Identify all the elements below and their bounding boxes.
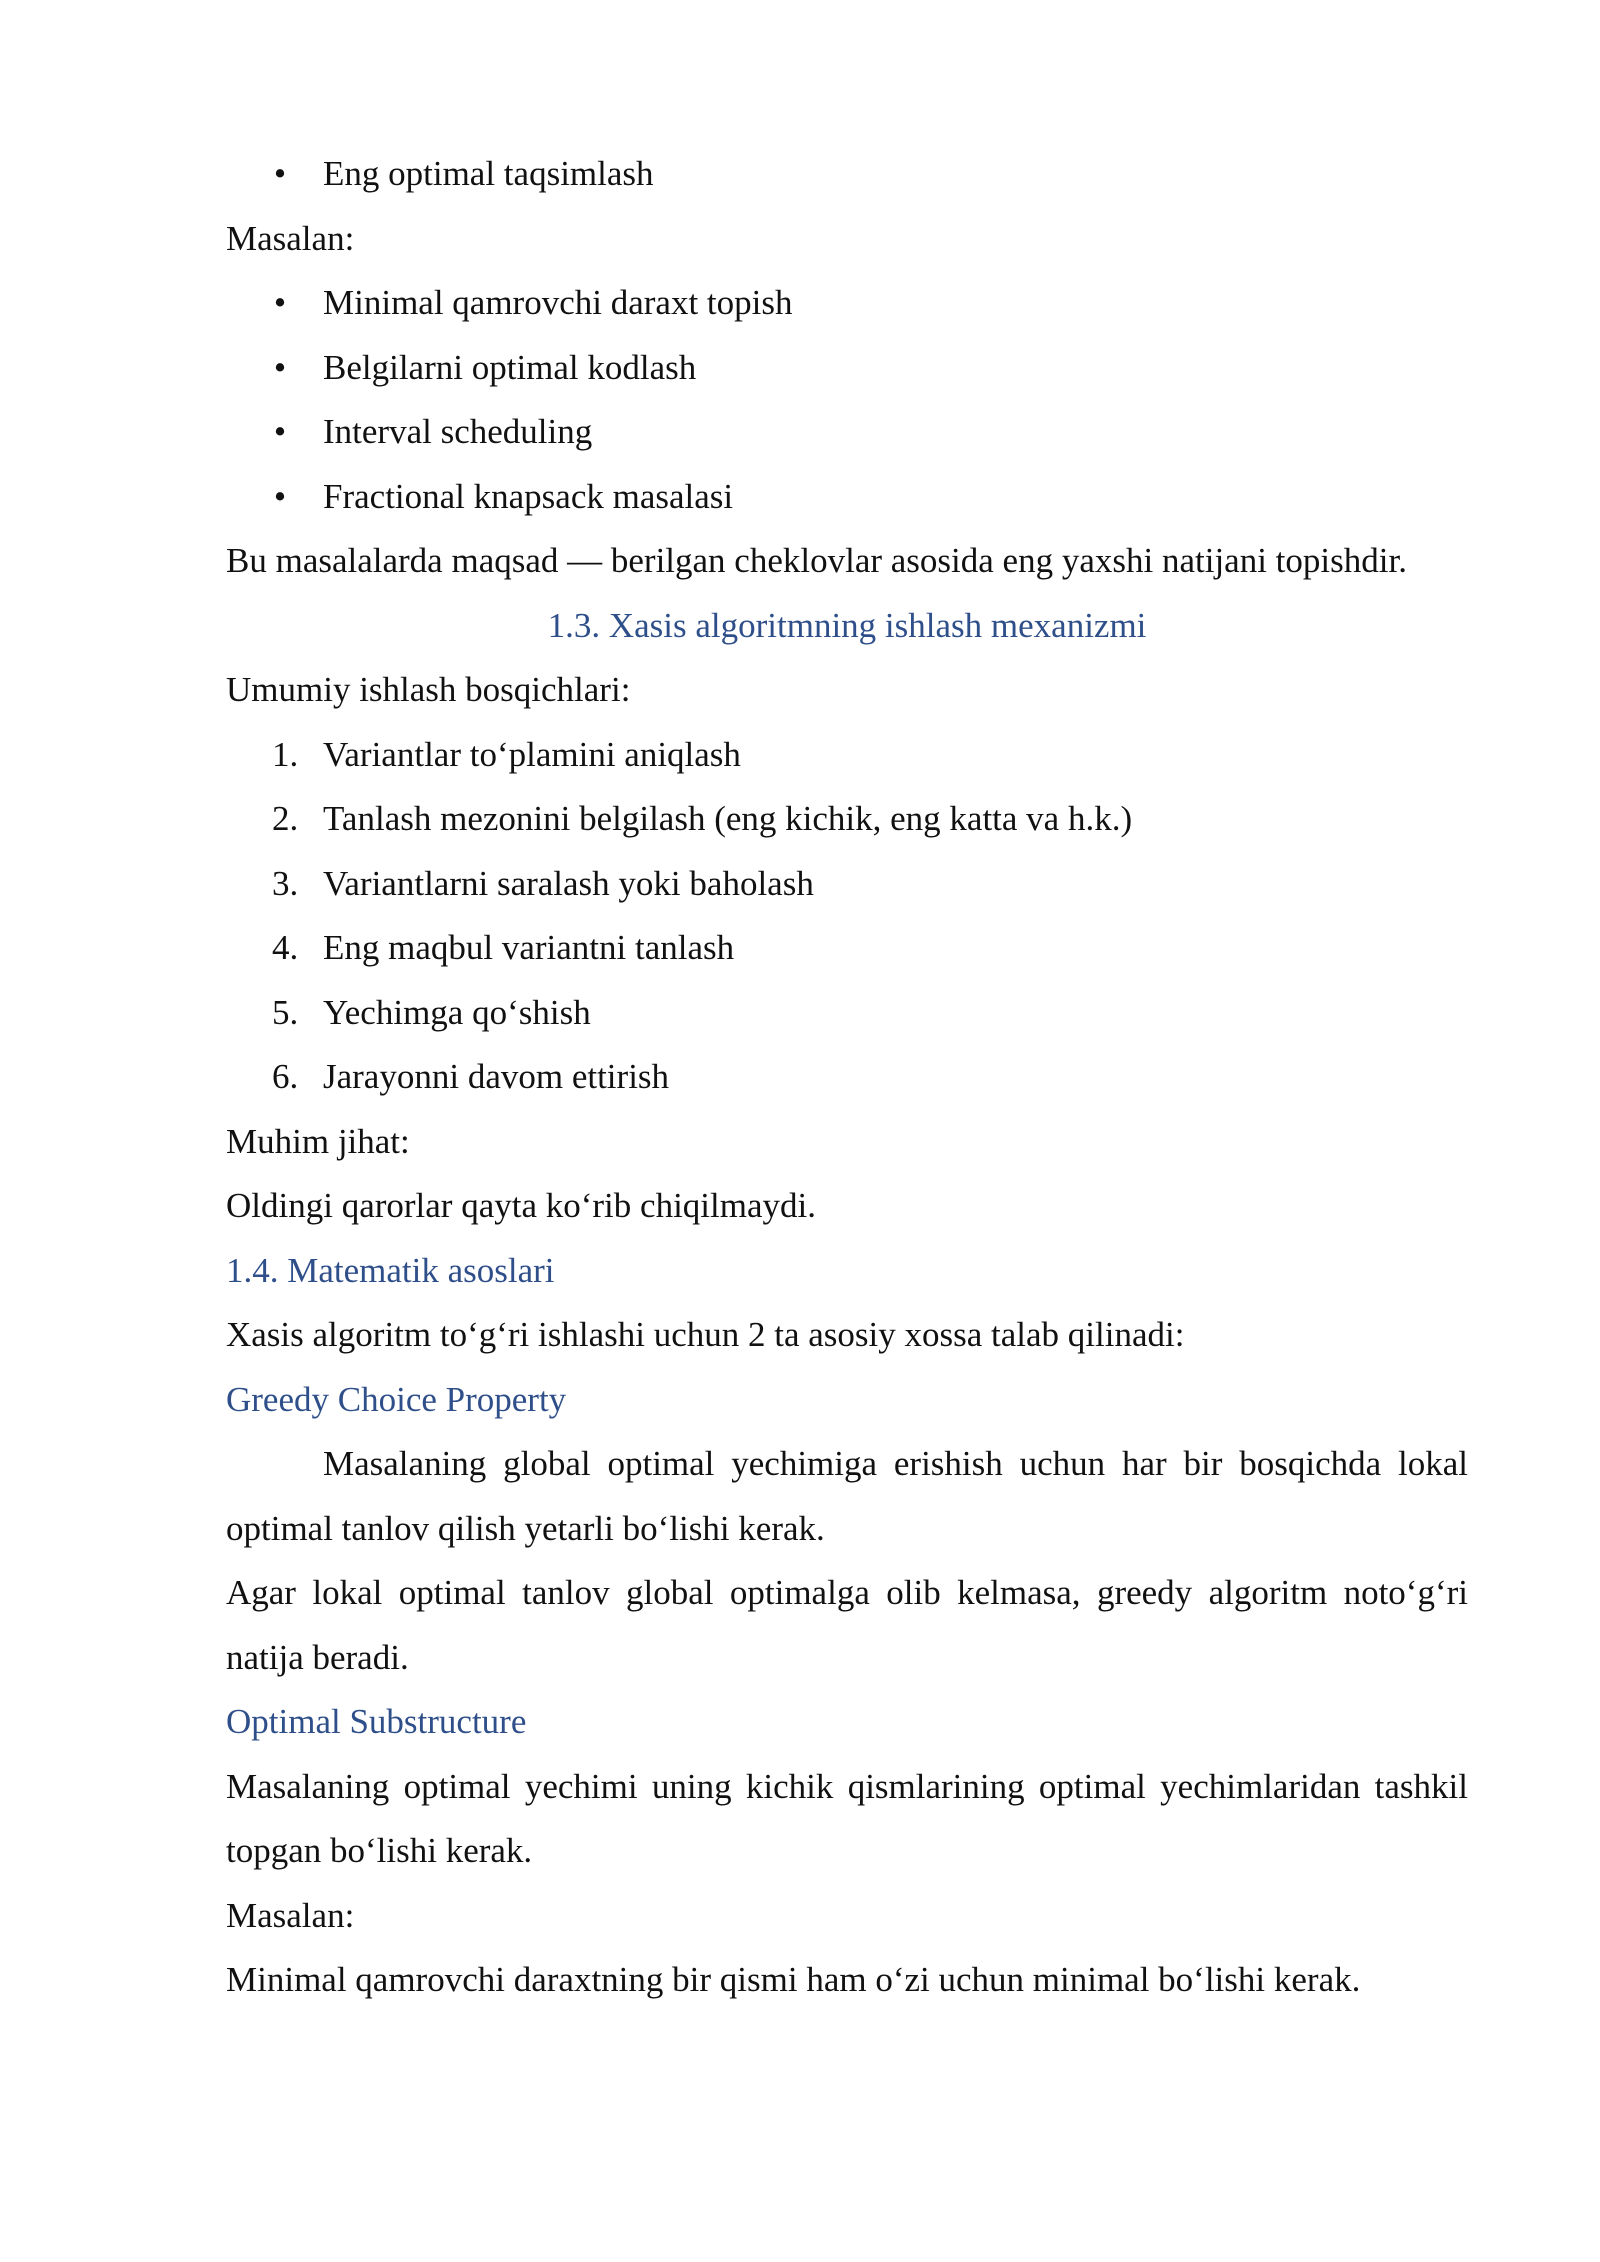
bullet-icon: • <box>273 412 287 451</box>
example-bullet-list <box>226 271 1468 529</box>
bullet-icon: • <box>273 283 287 322</box>
list-item: 4. Eng maqbul variantni tanlash <box>226 916 1468 981</box>
paragraph-optimal: Masalaning optimal yechimi uning kichik qismlarining optimal yechimlaridan tashkil topgan bo‘lishi kerak. <box>226 1766 1468 1870</box>
list-item: • Fractional knapsack masalasi <box>226 465 1468 530</box>
section-heading-1-4: 1.4. Matematik asoslari <box>226 1250 555 1290</box>
list-item: • Eng optimal taqsimlash <box>226 142 1468 207</box>
list-item: 5. Yechimga qo‘shish <box>226 981 1468 1046</box>
final-example: Minimal qamrovchi daraxtning bir qismi ham o‘zi uchun minimal bo‘lishi kerak. <box>226 1960 1361 1999</box>
list-item: • Minimal qamrovchi daraxt topish <box>226 271 1468 336</box>
list-number: 5. <box>272 992 299 1032</box>
steps-list <box>226 723 1468 1110</box>
bullet-icon: • <box>273 154 287 193</box>
top-bullet-list <box>226 142 1468 207</box>
bullet-icon: • <box>273 347 287 387</box>
subheading-greedy-choice: Greedy Choice Property <box>226 1379 567 1419</box>
subheading-optimal-substructure: Optimal Substructure <box>226 1702 527 1741</box>
steps-label: Umumiy ishlash bosqichlari: <box>226 670 631 709</box>
paragraph-goal: Bu masalalarda maqsad — berilgan cheklovlar asosida eng yaxshi natijani topishdir. <box>226 541 1407 580</box>
document-page <box>226 142 1468 2013</box>
list-number: 1. <box>272 734 299 774</box>
list-item: 1. Variantlar to‘plamini aniqlash <box>226 723 1468 788</box>
paragraph-greedy-2: Agar lokal optimal tanlov global optimalga olib kelmasa, greedy algoritm noto‘g‘ri natija beradi. <box>226 1573 1468 1677</box>
important-text: Oldingi qarorlar qayta ko‘rib chiqilmaydi. <box>226 1186 816 1225</box>
section-heading-1-3: 1.3. Xasis algoritmning ishlash mexanizmi <box>547 605 1147 645</box>
paragraph-greedy-1: Masalaning global optimal yechimiga erishish uchun har bir bosqichda lokal optimal tanlov qilish yetarli bo‘lishi kerak. <box>226 1444 1468 1548</box>
list-item: 2. Tanlash mezonini belgilash (eng kichik, eng katta va h.k.) <box>226 787 1468 852</box>
list-item: • Interval scheduling <box>226 400 1468 465</box>
bullet-icon: • <box>273 476 287 516</box>
example-label: Masalan: <box>226 218 355 258</box>
list-number: 2. <box>272 799 299 838</box>
example-label: Masalan: <box>226 1895 355 1935</box>
list-item: • Belgilarni optimal kodlash <box>226 336 1468 401</box>
list-item: 3. Variantlarni saralash yoki baholash <box>226 852 1468 917</box>
list-number: 4. <box>272 928 299 967</box>
list-number: 3. <box>272 863 299 903</box>
important-label: Muhim jihat: <box>226 1121 410 1161</box>
list-item: 6. Jarayonni davom ettirish <box>226 1045 1468 1110</box>
properties-intro: Xasis algoritm to‘g‘ri ishlashi uchun 2 ta asosiy xossa talab qilinadi: <box>226 1315 1185 1354</box>
list-number: 6. <box>272 1057 299 1096</box>
